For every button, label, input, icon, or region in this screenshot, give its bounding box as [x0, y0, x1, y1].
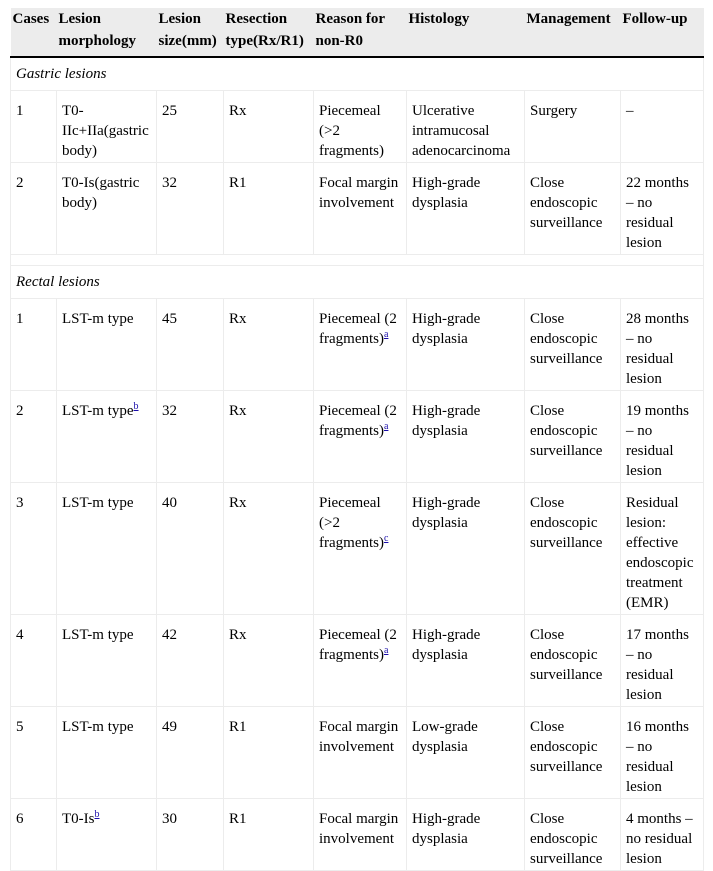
section-row-rectal	[11, 266, 704, 299]
header-histology: Histology	[407, 8, 525, 57]
header-resection: Resection type(Rx/R1)	[224, 8, 314, 57]
cell-management: Close endoscopic surveillance	[525, 483, 621, 615]
reason-text: Piecemeal (2 fragments)	[319, 403, 397, 439]
cell-resection: Rx	[224, 483, 314, 615]
morphology-text: LST-m type	[62, 311, 134, 327]
header-row	[11, 8, 704, 57]
cell-histology: High-grade dysplasia	[407, 299, 525, 391]
table-row	[11, 163, 704, 255]
cell-size: 40	[157, 483, 224, 615]
footnote-link[interactable]: a	[383, 329, 389, 340]
footnote-link[interactable]: a	[383, 421, 389, 432]
cell-reason	[314, 799, 407, 871]
cell-histology: High-grade dysplasia	[407, 163, 525, 255]
reason-text: Piecemeal (2 fragments)	[319, 627, 397, 663]
cell-followup: 19 months – no residual lesion	[621, 391, 704, 483]
reason-text: Focal margin involvement	[319, 811, 399, 847]
cell-case: 2	[11, 163, 57, 255]
cell-size: 32	[157, 163, 224, 255]
cell-size: 49	[157, 707, 224, 799]
header-management: Management	[525, 8, 621, 57]
cell-followup: 4 months – no residual lesion	[621, 799, 704, 871]
cell-resection: Rx	[224, 91, 314, 163]
footnote-link[interactable]: a	[383, 645, 389, 656]
footnote-link[interactable]: c	[383, 533, 389, 544]
cell-followup: 17 months – no residual lesion	[621, 615, 704, 707]
cell-morphology	[57, 391, 157, 483]
cell-management: Close endoscopic surveillance	[525, 163, 621, 255]
morphology-text: LST-m type	[62, 719, 134, 735]
cell-case: 5	[11, 707, 57, 799]
cell-reason	[314, 615, 407, 707]
cell-size: 42	[157, 615, 224, 707]
cell-reason	[314, 391, 407, 483]
cell-management: Close endoscopic surveillance	[525, 299, 621, 391]
table-row	[11, 615, 704, 707]
cell-management: Close endoscopic surveillance	[525, 799, 621, 871]
cell-followup: 16 months – no residual lesion	[621, 707, 704, 799]
cell-management: Surgery	[525, 91, 621, 163]
table-row	[11, 391, 704, 483]
section-title-gastric: Gastric lesions	[11, 57, 704, 91]
section-row-gastric	[11, 57, 704, 91]
cell-size: 30	[157, 799, 224, 871]
morphology-text: T0-Is	[62, 811, 95, 827]
cell-reason	[314, 483, 407, 615]
cell-followup: Residual lesion: effective endoscopic treatment (EMR)	[621, 483, 704, 615]
cell-resection: R1	[224, 707, 314, 799]
cell-case: 4	[11, 615, 57, 707]
cell-reason	[314, 707, 407, 799]
cell-resection: R1	[224, 799, 314, 871]
cell-reason	[314, 299, 407, 391]
cell-case: 3	[11, 483, 57, 615]
table-row	[11, 483, 704, 615]
cell-resection: Rx	[224, 391, 314, 483]
cell-resection: Rx	[224, 299, 314, 391]
cell-reason: Focal margin involvement	[314, 163, 407, 255]
header-cases: Cases	[11, 8, 57, 57]
header-followup: Follow-up	[621, 8, 704, 57]
cell-morphology	[57, 707, 157, 799]
header-reason: Reason for non-R0	[314, 8, 407, 57]
cell-morphology	[57, 799, 157, 871]
cell-case: 1	[11, 299, 57, 391]
cell-morphology: T0-Is(gastric body)	[57, 163, 157, 255]
footnote-link[interactable]: b	[94, 809, 100, 820]
cell-histology: Low-grade dysplasia	[407, 707, 525, 799]
morphology-text: LST-m type	[62, 627, 134, 643]
cell-size: 32	[157, 391, 224, 483]
cell-case: 1	[11, 91, 57, 163]
spacer-row	[11, 255, 704, 266]
reason-text: Focal margin involvement	[319, 719, 399, 755]
cell-morphology: T0-IIc+IIa(gastric body)	[57, 91, 157, 163]
cell-followup: –	[621, 91, 704, 163]
morphology-text: LST-m type	[62, 495, 134, 511]
reason-text: Piecemeal (>2 fragments)	[319, 495, 384, 551]
cell-followup: 28 months – no residual lesion	[621, 299, 704, 391]
cell-histology: High-grade dysplasia	[407, 483, 525, 615]
footnote-link[interactable]: b	[133, 401, 139, 412]
cell-case: 6	[11, 799, 57, 871]
table-row	[11, 707, 704, 799]
header-size: Lesion size(mm)	[157, 8, 224, 57]
cell-histology: High-grade dysplasia	[407, 391, 525, 483]
cell-morphology	[57, 483, 157, 615]
cell-management: Close endoscopic surveillance	[525, 391, 621, 483]
cell-histology: High-grade dysplasia	[407, 615, 525, 707]
table-row	[11, 91, 704, 163]
cell-size: 45	[157, 299, 224, 391]
table-row	[11, 299, 704, 391]
morphology-text: LST-m type	[62, 403, 134, 419]
cell-management: Close endoscopic surveillance	[525, 615, 621, 707]
cell-management: Close endoscopic surveillance	[525, 707, 621, 799]
cell-followup: 22 months – no residual lesion	[621, 163, 704, 255]
cell-morphology	[57, 615, 157, 707]
cell-resection: R1	[224, 163, 314, 255]
cell-histology: High-grade dysplasia	[407, 799, 525, 871]
cell-case: 2	[11, 391, 57, 483]
cell-morphology	[57, 299, 157, 391]
reason-text: Piecemeal (2 fragments)	[319, 311, 397, 347]
lesions-table	[10, 8, 704, 871]
header-morphology: Lesion morphology	[57, 8, 157, 57]
cell-resection: Rx	[224, 615, 314, 707]
cell-size: 25	[157, 91, 224, 163]
section-title-rectal: Rectal lesions	[11, 266, 704, 299]
cell-reason: Piecemeal (>2 fragments)	[314, 91, 407, 163]
cell-histology: Ulcerative intramucosal adenocarcinoma	[407, 91, 525, 163]
table-row	[11, 799, 704, 871]
